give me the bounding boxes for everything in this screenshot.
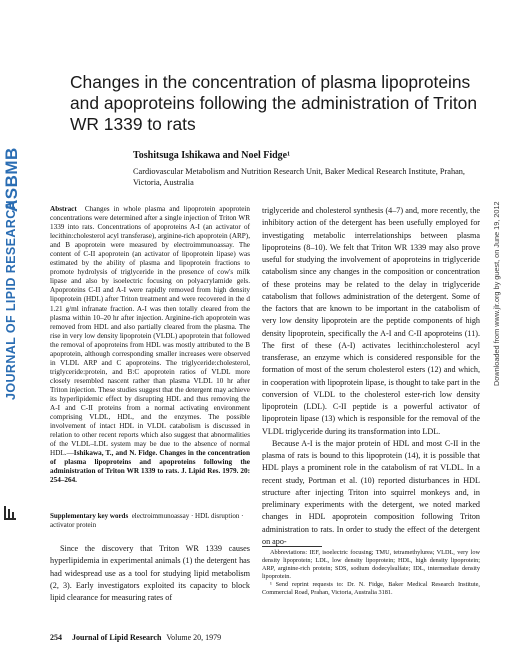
body-paragraph: triglyceride and cholesterol synthesis (4–7) and, more recently, the inhibitory action of the detergent has been usefully employed for investigating metabolic interrelationships between plasma lipoproteins (8–10). We felt that Triton WR 1339 may also prove useful for studying the involvement of apoproteins in triglyceride catabolism since any changes in the composition or concentration of these proteins may be related to the delay in triglyceride catabolism that follows administration of the detergent. Some of the factors that are known to be important in the catabolism of very low density lipoprotein are the peptide components of high density lipoprotein, specifically the A-I and C-II apoproteins (11). The first of these (A-I) activates lecithin:cholesterol acyl transferase, an enzyme which is considered responsible for the formation of most of the serum cholesterol esters (12) and which, in cooperation with lipoprotein lipase, is thought to take part in the conversion of VLDL to the cholesterol ester-rich low density lipoprotein (LDL). C-II peptide is a powerful activator of lipoprotein lipase (13) which is responsible for the removal of the VLDL triglyceride during its transformation into LDL. xyxy=(262,206,480,436)
footer-journal: Journal of Lipid Research xyxy=(72,633,162,642)
keywords-label: Supplementary key words xyxy=(50,512,129,520)
footnote-divider xyxy=(262,546,322,547)
download-watermark: Downloaded from www.jlr.org by guest, on June 19, 2012 xyxy=(492,201,501,386)
article-title: Changes in the concentration of plasma lipoproteins and apoproteins following the administration of Triton WR 1339 to rats xyxy=(70,72,477,134)
footer-volume: Volume 20, 1979 xyxy=(166,633,222,642)
body-paragraph: Because A-I is the major protein of HDL and most C-II in the plasma of rats is bound to this lipoprotein (14), it is possible that HDL plays a prominent role in the catabolism of rat VLDL. In a recent study, Portman et al. (10) reported disturbances in HDL structure after injecting Triton into squirrel monkeys and, in preliminary experiments with the detergent, we noted marked changes in HDL apoprotein composition following Triton administration to rats. In order to study the effect of the detergent on apo- xyxy=(262,438,480,546)
asbmb-brand-label: ASBMB xyxy=(2,147,21,212)
journal-name-vertical: JOURNAL OF LIPID RESEARCH xyxy=(4,199,18,400)
footnotes xyxy=(262,549,480,596)
abstract-block xyxy=(50,205,250,485)
keywords-block xyxy=(50,512,250,530)
abbreviations-footnote: Abbreviations: IEF, isoelectric focusing; TMU, tetramethylurea; VLDL, very low density lipoprotein; LDL, low density lipoprotein; HDL, high density lipoprotein; ARP, arginine-rich protein; SDS, sodium dodecylsulfate; IDL, intermediate density lipoprotein. xyxy=(262,549,480,580)
abstract-citation: Ishikawa, T., and N. Fidge. Changes in the concentration of plasma lipoproteins and apoproteins following the administration of Triton WR 1339 to rats. J. Lipid Res. 1979. 20: 254–264. xyxy=(50,449,250,485)
body-right-column xyxy=(262,205,480,548)
intro-paragraph: Since the discovery that Triton WR 1339 causes hyperlipidemia in experimental animals (1) the detergent has had widespread use as a tool for studying lipid metabolism (2, 3). Early investigators exploited its capacity to block lipid clearance for measuring rates of xyxy=(50,544,250,603)
author-affiliation: Cardiovascular Metabolism and Nutrition Research Unit, Baker Medical Research Institute, Prahan, Victoria, Australia xyxy=(133,167,466,187)
page-number: 254 xyxy=(50,633,62,642)
journal-logo-icon xyxy=(4,506,16,520)
abstract-label: Abstract xyxy=(50,205,77,213)
page-footer xyxy=(50,633,221,642)
abstract-text: Changes in whole plasma and lipoprotein apoprotein concentrations were determined after a single injection of Triton WR 1339 into rats. Concentrations of apoproteins A-I (an activator of lecithin:cholesterol acyl transferase), arginine-rich apoprotein (ARP), and B apoprotein were measured by electroimmunoassay. The content of C-II apoprotein (an activator of lipoprotein lipase) was estimated by the ability of plasma and lipoprotein fractions to promote hydrolysis of triglyceride in the presence of cow's milk lipase and also by isoelectric focusing on polyacrylamide gels. Apoproteins C-II and A-I were rapidly removed from high density lipoprotein (HDL) after Triton treatment and were recovered in the d 1.21 g/ml infranate fraction. A-I was then totally cleared from the plasma within 10–20 hr after injection. Arginine-rich apoprotein was removed from HDL and also partially cleared from the plasma. The rise in very low density lipoprotein (VLDL) apoprotein that followed the removal of apoproteins from HDL was mostly attributed to the B apoprotein, although corresponding smaller increases were observed in VLDL ARP and C apoproteins. The triglyceride:cholesterol, triglyceride:protein, and B:C apoprotein ratios of VLDL more closely resembled nascent rather than plasma VLDL 10 hr after Triton injection. These studies suggest that the detergent may achieve its hyperlipidemic effect by disrupting HDL and thus removing the A-I and C-II proteins from a normal activating environment comprising VLDL, HDL, and the enzymes. The possible involvement of intact HDL in VLDL catabolism is discussed in relation to other recent reports which also suggest that abnormalities of the VLDL–LDL system may be due to the absence of normal HDL.— xyxy=(50,205,251,458)
article-authors: Toshitsuga Ishikawa and Noel Fidge¹ xyxy=(133,150,291,161)
keywords-text: electroimmunoassay · HDL disruption · activator protein xyxy=(50,512,244,529)
reprint-footnote: ¹ Send reprint requests to: Dr. N. Fidge, Baker Medical Research Institute, Commercial Road, Prahan, Victoria, Australia 3181. xyxy=(262,580,480,596)
